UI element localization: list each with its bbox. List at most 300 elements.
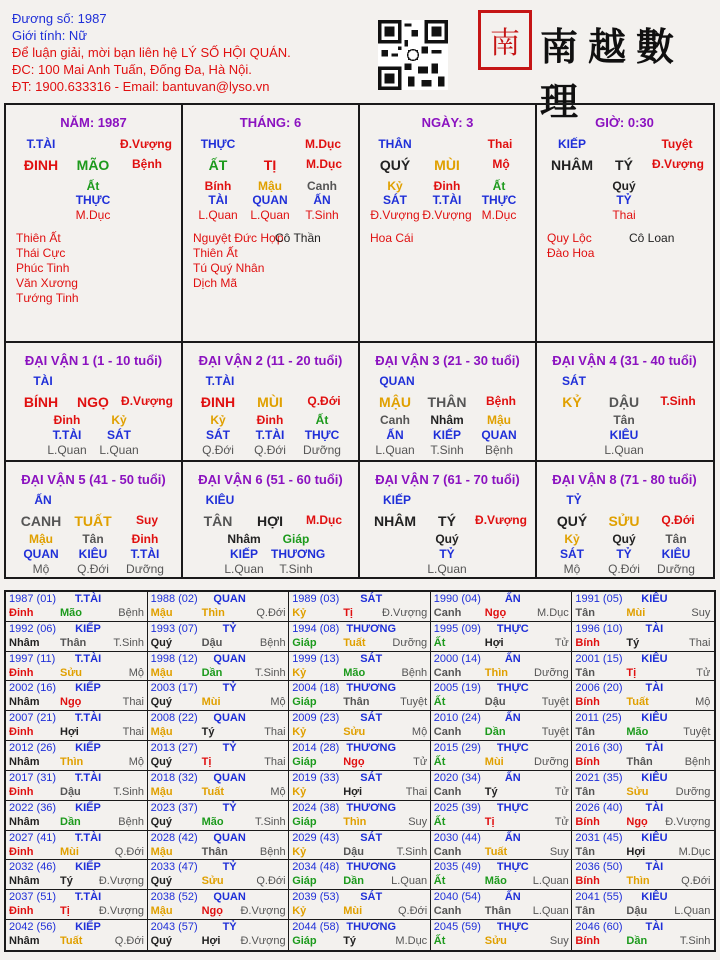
year-cell[interactable]	[431, 860, 573, 890]
hidden-can: Quý	[435, 532, 459, 546]
phone-email-line[interactable]: ĐT: 1900.633316 - Email: bantuvan@lyso.vn	[12, 79, 270, 94]
year-phase: M.Dục	[678, 845, 711, 858]
hidden-phase: Dưỡng	[126, 562, 164, 576]
year-star: TÀI	[645, 682, 664, 695]
hidden-star: KIÊU	[78, 547, 108, 561]
year-chi: Thìn	[60, 756, 84, 769]
year-cell[interactable]	[148, 801, 290, 831]
year-label: 2028 (42)	[150, 831, 198, 844]
dai-van-can: NHÂM	[374, 513, 416, 529]
year-phase: Bệnh	[259, 636, 286, 649]
year-chi: Dần	[201, 666, 223, 679]
dai-van-title: ĐẠI VẬN 7 (61 - 70 tuổi)	[375, 472, 520, 487]
year-star: SÁT	[360, 771, 383, 784]
year-star: KIẾP	[75, 742, 101, 755]
pillar-phase: M.Dục	[306, 157, 342, 171]
year-can: Đinh	[9, 785, 34, 798]
year-phase: Đ.Vượng	[240, 905, 286, 918]
year-chi: Thân	[626, 756, 653, 769]
dai-van-phase: T.Sinh	[660, 394, 696, 408]
seal-icon: 南	[478, 10, 532, 70]
year-label: 1997 (11)	[9, 652, 56, 665]
year-star: KIẾP	[75, 921, 101, 934]
hidden-star: SÁT	[383, 193, 407, 207]
year-chi: Tị	[484, 815, 495, 828]
year-cell[interactable]	[289, 771, 431, 801]
year-cell[interactable]	[431, 920, 573, 950]
year-can: Giáp	[292, 935, 317, 948]
pillar-note: Dịch Mã	[193, 276, 238, 290]
hidden-star: QUAN	[23, 547, 59, 561]
year-cell[interactable]	[6, 741, 148, 771]
year-chi: Dậu	[484, 696, 506, 709]
year-cell[interactable]	[289, 831, 431, 861]
year-star: SÁT	[360, 593, 383, 605]
year-star: ẤN	[504, 593, 521, 605]
year-cell[interactable]	[431, 890, 573, 920]
year-label: 2009 (23)	[292, 712, 340, 725]
hidden-phase: T.Sinh	[430, 443, 464, 457]
dai-van-chi: NGỌ	[77, 394, 109, 410]
hidden-phase: M.Dục	[481, 208, 517, 222]
pillar-can: ĐINH	[23, 157, 59, 173]
year-label: 2014 (28)	[292, 742, 340, 755]
year-cell[interactable]	[431, 622, 573, 652]
year-can: Canh	[433, 905, 462, 918]
year-label: 2038 (52)	[150, 891, 198, 904]
year-label: 2004 (18)	[292, 682, 340, 695]
dai-van-chi: HỢI	[257, 513, 283, 529]
hidden-star: TÀI	[208, 193, 228, 207]
year-cell[interactable]	[572, 741, 714, 771]
year-label: 2023 (37)	[150, 801, 198, 814]
logo-text: 南越數理	[540, 24, 685, 124]
year-star: THƯƠNG	[346, 742, 397, 755]
hidden-star: KIÊU	[609, 428, 639, 442]
hidden-can: Bính	[204, 179, 232, 193]
year-star: KIẾP	[75, 801, 101, 814]
year-can: Đinh	[9, 905, 34, 918]
year-chi: Hợi	[201, 935, 221, 948]
dai-van-phase: Suy	[135, 513, 158, 527]
year-phase: Bệnh	[684, 756, 711, 769]
hidden-star: TỶ	[439, 547, 455, 561]
year-chi: Ngọ	[201, 905, 223, 918]
year-cell[interactable]	[6, 681, 148, 711]
hidden-can: Quý	[612, 532, 636, 546]
year-star: T.TÀI	[74, 593, 102, 605]
dai-van-can: CANH	[20, 513, 62, 529]
year-label: 1993 (07)	[150, 622, 198, 635]
year-cell[interactable]	[6, 831, 148, 861]
year-cell[interactable]	[289, 592, 431, 622]
dai-van-title: ĐẠI VẬN 6 (51 - 60 tuổi)	[198, 472, 343, 487]
header-info	[12, 10, 291, 95]
hidden-can: Ất	[86, 179, 100, 193]
year-chi: Hợi	[626, 845, 646, 858]
year-phase: Suy	[549, 935, 569, 948]
year-can: Tân	[575, 726, 595, 739]
year-chi: Sửu	[626, 785, 649, 798]
year-star: TỶ	[222, 921, 237, 934]
hidden-can: Mậu	[258, 179, 282, 193]
year-phase: Bệnh	[118, 607, 144, 619]
year-chi: Thân	[201, 845, 228, 858]
year-cell[interactable]	[6, 711, 148, 741]
year-chi: Dần	[343, 875, 364, 888]
year-cell[interactable]	[148, 771, 290, 801]
hidden-can: Kỷ	[111, 413, 127, 427]
hidden-can: Ất	[492, 179, 506, 193]
year-can: Quý	[150, 935, 172, 948]
dai-van-title: ĐẠI VẬN 8 (71 - 80 tuổi)	[552, 472, 697, 487]
year-can: Đinh	[9, 845, 34, 858]
hidden-phase: L.Quan	[427, 562, 467, 576]
year-cell[interactable]	[148, 622, 290, 652]
year-label: 1995 (09)	[433, 622, 481, 635]
year-cell[interactable]	[289, 681, 431, 711]
contact-line: Để luận giải, mời bạn liên hệ LÝ SỐ HỘI QUÁN.	[12, 45, 291, 60]
hidden-phase: Mộ	[32, 562, 50, 576]
pillar-title: NGÀY: 3	[421, 115, 474, 130]
dai-van-title: ĐẠI VẬN 1 (1 - 10 tuổi)	[24, 353, 163, 368]
year-star: KIÊU	[641, 831, 668, 844]
year-cell[interactable]	[572, 801, 714, 831]
year-cell[interactable]	[148, 652, 290, 682]
year-label: 2024 (38)	[292, 801, 340, 814]
hidden-phase: L.Quan	[47, 443, 87, 457]
hidden-can: Canh	[380, 413, 410, 427]
year-star: THỰC	[496, 622, 529, 635]
year-chi: Tị	[343, 607, 353, 619]
year-label: 2016 (30)	[575, 742, 623, 755]
year-label: 2036 (50)	[575, 861, 623, 874]
year-cell[interactable]	[148, 741, 290, 771]
hidden-star: SÁT	[206, 428, 230, 442]
pillar-note: Tú Quý Nhân	[193, 261, 265, 275]
dai-van-can: MẬU	[379, 394, 411, 410]
year-cell[interactable]	[289, 652, 431, 682]
dai-van-title: ĐẠI VẬN 2 (11 - 20 tuổi)	[198, 353, 343, 368]
pillar-star-right: Đ.Vượng	[120, 137, 172, 151]
year-phase: Bệnh	[401, 666, 428, 679]
year-star: T.TÀI	[74, 771, 102, 784]
year-label: 2041 (55)	[575, 891, 623, 904]
year-star: TÀI	[645, 861, 664, 874]
year-label: 2003 (17)	[150, 682, 198, 695]
year-star: KIÊU	[641, 593, 668, 605]
year-can: Nhâm	[9, 815, 40, 828]
year-chi: Mão	[484, 875, 507, 888]
year-can: Đinh	[9, 607, 34, 619]
year-can: Giáp	[292, 636, 317, 649]
dai-van-star: TÀI	[33, 374, 53, 388]
year-phase: Tử	[554, 815, 569, 828]
year-phase: Tuyệt	[400, 696, 428, 709]
dai-van-title: ĐẠI VẬN 3 (21 - 30 tuổi)	[375, 353, 520, 368]
year-can: Bính	[575, 815, 600, 828]
hidden-phase: Q.Đới	[254, 443, 286, 457]
pillar-star-left: THÂN	[378, 137, 412, 151]
year-can: Mậu	[150, 905, 173, 918]
pillar-note: Thiên Ất	[193, 246, 238, 260]
year-chi: Mão	[201, 815, 224, 828]
year-label: 2030 (44)	[433, 831, 481, 844]
hidden-phase: L.Quan	[375, 443, 415, 457]
year-phase: Mộ	[128, 756, 144, 769]
year-can: Kỷ	[292, 785, 307, 798]
year-cell[interactable]	[431, 592, 573, 622]
hidden-can: Đinh	[433, 179, 461, 193]
pillar-note: Phúc Tinh	[16, 261, 70, 275]
year-label: 2037 (51)	[9, 891, 57, 904]
year-phase: Dưỡng	[534, 666, 569, 679]
year-cell[interactable]	[431, 831, 573, 861]
year-phase: Tử	[413, 756, 428, 769]
dai-van-cell	[183, 343, 360, 462]
year-can: Nhâm	[9, 636, 40, 649]
year-can: Nhâm	[9, 696, 40, 709]
year-label: 2031 (45)	[575, 831, 623, 844]
year-cell[interactable]	[572, 860, 714, 890]
year-chi: Tuất	[201, 785, 224, 798]
year-label: 2012 (26)	[9, 742, 57, 755]
year-cell[interactable]	[431, 681, 573, 711]
year-star: QUAN	[213, 831, 246, 844]
year-cell[interactable]	[148, 711, 290, 741]
dai-van-phase: Đ.Vượng	[475, 513, 527, 527]
year-cell[interactable]	[289, 711, 431, 741]
year-chi: Mão	[343, 666, 366, 679]
year-star: QUAN	[213, 652, 246, 665]
year-star: TÀI	[645, 622, 664, 635]
hidden-can: Quý	[612, 179, 636, 193]
year-cell[interactable]	[6, 860, 148, 890]
year-star: KIÊU	[641, 712, 668, 725]
year-label: 2026 (40)	[575, 801, 623, 814]
hidden-star: ẤN	[313, 193, 331, 207]
year-chi: Mùi	[626, 607, 646, 619]
year-star: QUAN	[213, 593, 246, 605]
year-cell[interactable]	[148, 681, 290, 711]
pillar-chi: TÝ	[615, 157, 633, 173]
year-cell[interactable]	[148, 920, 290, 950]
year-star: QUAN	[213, 712, 246, 725]
year-can: Canh	[433, 845, 462, 858]
year-phase: Đ.Vượng	[382, 607, 428, 619]
year-cell[interactable]	[431, 711, 573, 741]
year-cell[interactable]	[148, 592, 290, 622]
year-star: TỶ	[222, 622, 237, 635]
year-chi: Mão	[626, 726, 649, 739]
year-phase: Q.Đới	[681, 875, 711, 888]
year-chi: Thân	[484, 905, 512, 918]
year-phase: T.Sinh	[255, 666, 286, 679]
dai-van-star: SÁT	[562, 374, 586, 388]
year-phase: L.Quan	[391, 875, 428, 888]
year-cell[interactable]	[6, 622, 148, 652]
year-chi: Tị	[201, 756, 212, 769]
year-cell[interactable]	[431, 771, 573, 801]
year-phase: L.Quan	[532, 905, 569, 918]
year-chi: Ngọ	[626, 815, 648, 828]
year-chi: Tuất	[626, 696, 649, 709]
year-cell[interactable]	[572, 681, 714, 711]
hidden-phase: Q.Đới	[202, 443, 234, 457]
year-cell[interactable]	[289, 622, 431, 652]
year-chi: Sửu	[201, 875, 224, 888]
year-star: T.TÀI	[74, 652, 102, 665]
year-cell[interactable]	[6, 890, 148, 920]
year-label: 2033 (47)	[150, 861, 198, 874]
dai-van-phase: Bệnh	[486, 394, 516, 408]
year-cell[interactable]	[148, 890, 290, 920]
year-star: SÁT	[360, 831, 383, 844]
year-can: Tân	[575, 845, 595, 858]
year-label: 2007 (21)	[9, 712, 57, 725]
pillar-can: ẤT	[208, 157, 228, 173]
year-cell[interactable]	[289, 860, 431, 890]
year-can: Bính	[575, 636, 600, 649]
year-cell[interactable]	[289, 801, 431, 831]
hidden-phase: M.Dục	[75, 208, 111, 222]
year-star: QUAN	[213, 891, 246, 904]
year-can: Kỷ	[292, 666, 307, 679]
year-can: Tân	[575, 785, 595, 798]
pillar-title: THÁNG: 6	[239, 115, 302, 130]
year-label: 2013 (27)	[150, 742, 198, 755]
year-star: THƯƠNG	[346, 921, 397, 934]
hidden-star: KIẾP	[229, 547, 258, 561]
year-can: Quý	[150, 756, 172, 769]
pillar-cell	[183, 105, 360, 343]
year-can: Ất	[433, 636, 446, 649]
year-cell[interactable]	[6, 801, 148, 831]
year-chi: Ngọ	[343, 756, 365, 769]
year-phase: T.Sinh	[679, 935, 711, 948]
year-star: ẤN	[504, 771, 521, 784]
year-cell[interactable]	[572, 771, 714, 801]
year-star: T.TÀI	[74, 712, 102, 725]
year-can: Bính	[575, 756, 600, 769]
hidden-phase: L.Quan	[198, 208, 238, 222]
year-star: THỰC	[496, 861, 529, 874]
year-chi: Thân	[60, 636, 87, 649]
dai-van-chi: THÂN	[427, 394, 467, 410]
dai-van-can: TÂN	[203, 513, 233, 529]
year-cell[interactable]	[572, 652, 714, 682]
year-can: Canh	[433, 607, 462, 619]
year-phase: L.Quan	[674, 905, 711, 918]
hidden-star: KIÊU	[661, 547, 691, 561]
year-cell[interactable]	[6, 652, 148, 682]
year-star: TỶ	[222, 742, 237, 755]
year-cell[interactable]	[6, 592, 148, 622]
year-cell[interactable]	[6, 920, 148, 950]
year-chi: Tý	[343, 935, 357, 948]
year-phase: M.Dục	[395, 935, 428, 948]
year-phase: M.Dục	[537, 607, 569, 619]
year-can: Quý	[150, 696, 172, 709]
year-label: 2000 (14)	[433, 652, 481, 665]
year-label: 2045 (59)	[433, 921, 481, 934]
year-cell[interactable]	[572, 711, 714, 741]
year-label: 2040 (54)	[433, 891, 481, 904]
dai-van-phase: Q.Đới	[307, 394, 341, 408]
dai-van-cell	[537, 343, 713, 462]
pillar-note: Văn Xương	[16, 276, 78, 290]
year-can: Tân	[575, 905, 595, 918]
year-cell[interactable]	[289, 890, 431, 920]
year-cell[interactable]	[6, 771, 148, 801]
year-cell[interactable]	[572, 592, 714, 622]
hidden-can: Nhâm	[430, 413, 464, 427]
pillar-phase: Đ.Vượng	[652, 157, 704, 171]
year-phase: Bệnh	[259, 845, 286, 858]
dai-van-cell	[6, 343, 183, 462]
year-cell[interactable]	[431, 652, 573, 682]
year-cell[interactable]	[572, 920, 714, 950]
year-cell[interactable]	[148, 831, 290, 861]
year-cell[interactable]	[148, 860, 290, 890]
year-cell[interactable]	[431, 741, 573, 771]
dai-van-star: KIẾP	[382, 493, 411, 507]
pillar-can: NHÂM	[551, 157, 593, 173]
year-cell[interactable]	[572, 831, 714, 861]
year-cell[interactable]	[572, 890, 714, 920]
year-phase: Thai	[122, 726, 144, 739]
pillar-title: GIỜ: 0:30	[595, 115, 654, 130]
year-star: THỰC	[496, 801, 529, 814]
year-chi: Sửu	[484, 935, 507, 948]
hidden-phase: L.Quan	[99, 443, 139, 457]
hidden-star: THƯƠNG	[271, 547, 326, 561]
year-star: SÁT	[360, 652, 383, 665]
year-can: Tân	[575, 666, 595, 679]
hidden-phase: Q.Đới	[608, 562, 640, 576]
pillar-cell	[6, 105, 183, 343]
year-cell[interactable]	[572, 622, 714, 652]
year-can: Nhâm	[9, 756, 40, 769]
year-cell[interactable]	[289, 920, 431, 950]
pillar-note: Thái Cực	[16, 246, 66, 260]
year-star: THƯƠNG	[346, 622, 397, 635]
year-phase: Mộ	[270, 696, 286, 709]
year-star: THỰC	[496, 682, 529, 695]
year-chi: Dần	[484, 726, 506, 739]
year-phase: Mộ	[128, 666, 144, 679]
hidden-can: Tân	[665, 532, 687, 546]
year-chi: Tuất	[343, 636, 366, 649]
year-cell[interactable]	[289, 741, 431, 771]
year-label: 1996 (10)	[575, 622, 623, 635]
year-can: Nhâm	[9, 875, 40, 888]
year-chi: Ngọ	[60, 696, 82, 709]
qr-code-icon[interactable]	[378, 20, 448, 90]
year-label: 1990 (04)	[433, 593, 481, 605]
year-star: THƯƠNG	[346, 861, 397, 874]
hidden-phase: L.Quan	[250, 208, 290, 222]
year-can: Đinh	[9, 666, 34, 679]
year-phase: Mộ	[270, 785, 286, 798]
dai-van-chi: MÙI	[257, 394, 283, 410]
year-star: ẤN	[504, 891, 521, 904]
year-cell[interactable]	[431, 801, 573, 831]
pillar-chi: TỊ	[263, 157, 277, 173]
annual-luck-table	[4, 590, 716, 952]
year-chi: Dậu	[626, 905, 648, 918]
dai-van-phase: M.Dục	[306, 513, 342, 527]
